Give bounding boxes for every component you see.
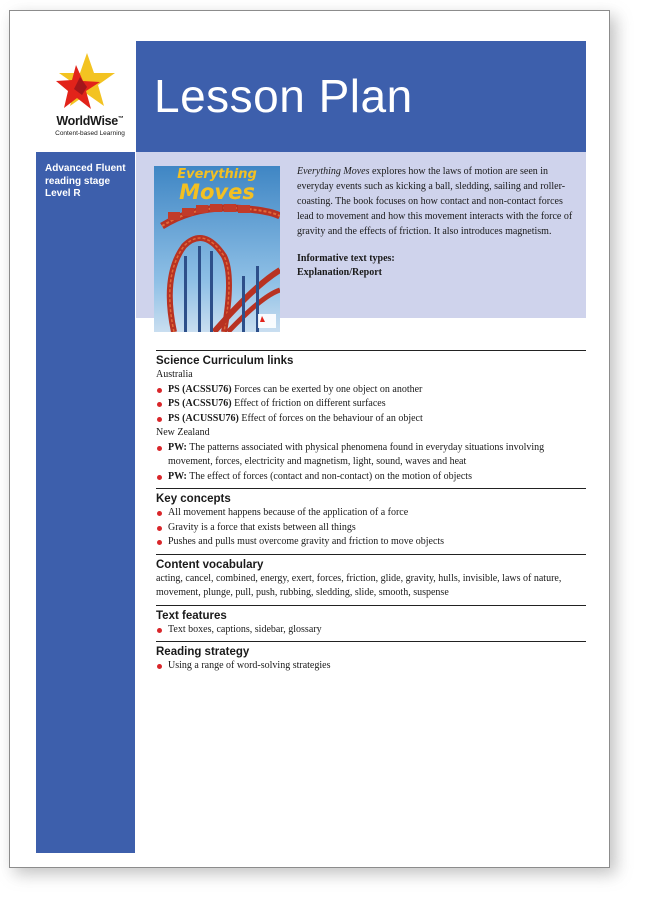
logo-tagline: Content-based Learning [55, 130, 125, 137]
page-title: Lesson Plan [154, 70, 413, 122]
curriculum-links-section [156, 350, 586, 488]
list-item: PW: The effect of forces (contact and non-contact) on the motion of objects [156, 470, 586, 485]
region-label-australia: Australia [156, 369, 193, 380]
text-types: Informative text types: Explanation/Report [297, 253, 395, 278]
book-cover [154, 166, 280, 332]
section-title: Content vocabulary [156, 558, 264, 571]
header-banner [136, 41, 586, 152]
key-concepts-section [156, 488, 586, 554]
section-title: Reading strategy [156, 646, 250, 658]
list-item: PS (ACSSU76) Effect of friction on different surfaces [156, 397, 586, 412]
list-item: PW: The patterns associated with physical phenomena found in everyday situations involving movement, forces, electricity and magnetism, light, sound, waves and heat [156, 441, 586, 470]
content-vocabulary-section [156, 554, 586, 605]
list-item: Pushes and pulls must overcome gravity and friction to move objects [156, 535, 586, 550]
list-item: Gravity is a force that exists between all things [156, 521, 586, 536]
cover-title: Everything Moves [177, 167, 257, 204]
logo-wordmark: WorldWise™ [56, 114, 124, 128]
worldwise-logo [50, 51, 130, 141]
lesson-content [156, 350, 586, 678]
list-item: Using a range of word-solving strategies [156, 659, 586, 674]
book-title-inline: Everything Moves [297, 166, 370, 177]
list-item: PS (ACUSSU76) Effect of forces on the behaviour of an object [156, 412, 586, 427]
reading-level: Level R [45, 188, 81, 199]
section-title: Science Curriculum links [156, 355, 294, 367]
lesson-plan-page [9, 10, 610, 868]
text-features-section [156, 605, 586, 642]
text-features-list [156, 623, 586, 638]
reading-strategy-section [156, 641, 586, 678]
star-logo-icon [56, 51, 118, 113]
new-zealand-list [156, 441, 586, 485]
australia-list [156, 383, 586, 427]
reading-strategy-list [156, 659, 586, 674]
section-title: Text features [156, 609, 227, 622]
key-concepts-list [156, 506, 586, 550]
list-item: Text boxes, captions, sidebar, glossary [156, 623, 586, 638]
list-item: PS (ACSSU76) Forces can be exerted by one object on another [156, 383, 586, 398]
section-title: Key concepts [156, 493, 231, 505]
list-item: All movement happens because of the application of a force [156, 506, 586, 521]
reading-stage: Advanced Fluent reading stage Level R [45, 163, 135, 201]
book-summary-panel [136, 152, 586, 318]
book-summary: Everything Moves explores how the laws of motion are seen in everyday events such as kicking a ball, sledding, sailing and roller-coasting. The book focuses on how contact and non-contact forces lead to movement and how this movement interacts with the force of gravity and the effects of friction. It also introduces magnetism. [297, 166, 573, 237]
vocabulary-text: acting, cancel, combined, energy, exert, forces, friction, glide, gravity, hulls, invisible, laws of nature, movement, plunge, pull, push, rubbing, sledding, slide, smooth, suspense [156, 572, 562, 598]
sidebar [36, 152, 135, 853]
region-label-new-zealand: New Zealand [156, 427, 210, 438]
